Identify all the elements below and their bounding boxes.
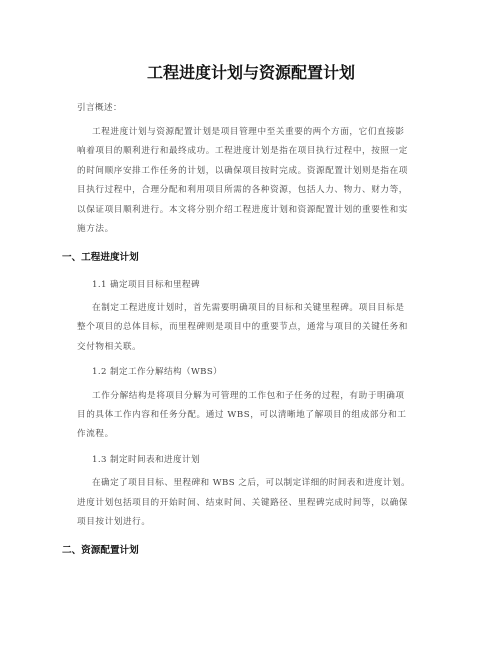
intro-line: 响着项目的顺利进行和最终成功。工程进度计划是指在项目执行过程中，按照一定 xyxy=(77,146,408,156)
paragraph-line: 工作分解结构是将项目分解为可管理的工作包和子任务的过程，有助于明确项 xyxy=(92,391,405,401)
intro-line: 以保证项目顺利进行。本文将分别介绍工程进度计划和资源配置计划的重要性和实 xyxy=(77,205,408,215)
paragraph-line: 进度计划包括项目的开始时间、结束时间、关键路径、里程碑完成时间等，以确保 xyxy=(77,498,408,508)
intro-line: 目执行过程中，合理分配和利用项目所需的各种资源，包括人力、物力、财力等， xyxy=(77,185,408,195)
paragraph-line: 在制定工程进度计划时，首先需要明确项目的目标和关键里程碑。项目目标是 xyxy=(92,303,405,313)
intro-line: 施方法。 xyxy=(77,224,114,234)
intro-line: 工程进度计划与资源配置计划是项目管理中至关重要的两个方面，它们直接影 xyxy=(92,127,405,137)
paragraph-line: 整个项目的总体目标，而里程碑则是项目中的重要节点，通常与项目的关键任务和 xyxy=(77,322,408,332)
paragraph-line: 作流程。 xyxy=(77,429,114,439)
section-heading-resources: 二、资源配置计划 xyxy=(62,545,139,556)
subsection-title: 1.2 制定工作分解结构（WBS） xyxy=(92,367,223,377)
intro-label: 引言概述： xyxy=(77,103,122,113)
paragraph-line: 目的具体工作内容和任务分配。通过 WBS，可以清晰地了解项目的组成部分和工 xyxy=(77,410,407,420)
paragraph-line: 在确定了项目目标、里程碑和 WBS 之后，可以制定详细的时间表和进度计划。 xyxy=(92,478,411,488)
section-heading-schedule: 一、工程进度计划 xyxy=(62,252,139,263)
intro-line: 的时间顺序安排工作任务的计划，以确保项目按时完成。资源配置计划则是指在项 xyxy=(77,166,408,176)
paragraph-line: 交付物相关联。 xyxy=(77,342,142,352)
subsection-title: 1.3 制定时间表和进度计划 xyxy=(92,455,200,465)
subsection-title: 1.1 确定项目目标和里程碑 xyxy=(92,280,200,290)
paragraph-line: 项目按计划进行。 xyxy=(77,517,151,527)
document-title: 工程进度计划与资源配置计划 xyxy=(146,63,355,82)
